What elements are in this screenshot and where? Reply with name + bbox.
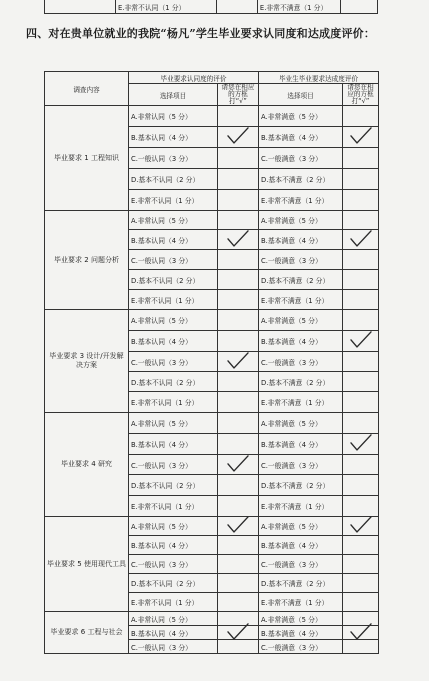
strip-cell: E.非常不认同（1 分）: [115, 0, 217, 13]
recognition-mark-cell[interactable]: [218, 574, 259, 593]
strip-cell: [341, 0, 377, 13]
achievement-mark-cell[interactable]: [343, 555, 379, 574]
achievement-option: D.基本不满意（2 分）: [259, 169, 343, 190]
achievement-option: A.非常满意（5 分）: [259, 413, 343, 434]
recognition-mark-cell[interactable]: [218, 127, 259, 148]
mark-header: 请您在相应的方框打“√”: [343, 84, 379, 106]
achievement-option: B.基本满意（4 分）: [259, 434, 343, 455]
achievement-mark-cell[interactable]: [343, 640, 379, 654]
recognition-option: E.非常不认同（1 分）: [129, 392, 218, 413]
checkmark-icon: [226, 622, 250, 640]
achievement-option: D.基本不满意（2 分）: [259, 270, 343, 290]
recognition-option: C.一般认同（3 分）: [129, 250, 218, 270]
recognition-header: 毕业要求认同度的评价: [129, 72, 259, 84]
achievement-option: E.非常不满意（1 分）: [259, 190, 343, 211]
table-row: [45, 106, 379, 127]
achievement-mark-cell[interactable]: [343, 536, 379, 555]
table-row: [45, 612, 379, 626]
achievement-option: E.非常不满意（1 分）: [259, 290, 343, 310]
achievement-mark-cell[interactable]: [343, 230, 379, 250]
achievement-mark-cell[interactable]: [343, 455, 379, 475]
section-heading: 四、对在贵单位就业的我院“杨凡”学生毕业要求认同度和达成度评价：: [26, 27, 376, 40]
achievement-option: B.基本满意（4 分）: [259, 331, 343, 352]
recognition-option: A.非常认同（5 分）: [129, 612, 218, 626]
recognition-option: B.基本认同（4 分）: [129, 331, 218, 352]
achievement-option: A.非常满意（5 分）: [259, 211, 343, 230]
recognition-option: E.非常不认同（1 分）: [129, 290, 218, 310]
recognition-mark-cell[interactable]: [218, 475, 259, 496]
achievement-option: C.一般满意（3 分）: [259, 250, 343, 270]
recognition-mark-cell[interactable]: [218, 496, 259, 517]
achievement-option: E.非常不满意（1 分）: [259, 496, 343, 517]
recognition-mark-cell[interactable]: [218, 331, 259, 352]
achievement-option: C.一般满意（3 分）: [259, 555, 343, 574]
select-item-header: 选择项目: [129, 84, 218, 106]
survey-content-header: 调查内容: [45, 72, 129, 106]
achievement-option: C.一般满意（3 分）: [259, 148, 343, 169]
achievement-mark-cell[interactable]: [343, 250, 379, 270]
achievement-mark-cell[interactable]: [343, 372, 379, 392]
recognition-mark-cell[interactable]: [218, 555, 259, 574]
achievement-header: 毕业生毕业要求达成度评价: [259, 72, 379, 84]
achievement-option: B.基本满意（4 分）: [259, 230, 343, 250]
evaluation-table-body: [45, 106, 379, 654]
achievement-option: C.一般满意（3 分）: [259, 640, 343, 654]
recognition-option: C.一般认同（3 分）: [129, 640, 218, 654]
checkmark-icon: [349, 331, 373, 349]
select-item-header: 选择项目: [259, 84, 343, 106]
achievement-mark-cell[interactable]: [343, 517, 379, 536]
recognition-mark-cell[interactable]: [218, 392, 259, 413]
achievement-option: D.基本不满意（2 分）: [259, 574, 343, 593]
achievement-option: D.基本不满意（2 分）: [259, 372, 343, 392]
recognition-mark-cell[interactable]: [218, 640, 259, 654]
recognition-option: A.非常认同（5 分）: [129, 106, 218, 127]
achievement-option: C.一般满意（3 分）: [259, 455, 343, 475]
requirement-name: 毕业要求 2 问题分析: [45, 211, 129, 310]
checkmark-icon: [349, 622, 373, 640]
recognition-mark-cell[interactable]: [218, 106, 259, 127]
recognition-mark-cell[interactable]: [218, 190, 259, 211]
achievement-mark-cell[interactable]: [343, 190, 379, 211]
recognition-option: B.基本认同（4 分）: [129, 536, 218, 555]
recognition-option: B.基本认同（4 分）: [129, 230, 218, 250]
achievement-option: A.非常满意（5 分）: [259, 517, 343, 536]
achievement-mark-cell[interactable]: [343, 574, 379, 593]
strip-cell: [217, 0, 258, 13]
recognition-option: B.基本认同（4 分）: [129, 626, 218, 640]
recognition-option: D.基本不认同（2 分）: [129, 475, 218, 496]
requirement-name: 毕业要求 1 工程知识: [45, 106, 129, 211]
achievement-mark-cell[interactable]: [343, 434, 379, 455]
recognition-option: A.非常认同（5 分）: [129, 517, 218, 536]
recognition-option: C.一般认同（3 分）: [129, 148, 218, 169]
recognition-option: E.非常不认同（1 分）: [129, 190, 218, 211]
recognition-mark-cell[interactable]: [218, 211, 259, 230]
achievement-option: E.非常不满意（1 分）: [259, 392, 343, 413]
recognition-mark-cell[interactable]: [218, 290, 259, 310]
achievement-mark-cell[interactable]: [343, 270, 379, 290]
recognition-option: C.一般认同（3 分）: [129, 455, 218, 475]
recognition-option: D.基本不认同（2 分）: [129, 169, 218, 190]
achievement-option: A.非常满意（5 分）: [259, 310, 343, 331]
achievement-option: A.非常满意（5 分）: [259, 106, 343, 127]
recognition-mark-cell[interactable]: [218, 372, 259, 392]
checkmark-icon: [226, 229, 250, 247]
table-row: [45, 517, 379, 536]
achievement-mark-cell[interactable]: [343, 148, 379, 169]
checkmark-icon: [226, 351, 250, 369]
checkmark-icon: [349, 229, 373, 247]
achievement-mark-cell[interactable]: [343, 593, 379, 612]
recognition-option: A.非常认同（5 分）: [129, 413, 218, 434]
table-row: [45, 413, 379, 434]
achievement-mark-cell[interactable]: [343, 626, 379, 640]
recognition-mark-cell[interactable]: [218, 148, 259, 169]
recognition-mark-cell[interactable]: [218, 413, 259, 434]
checkmark-icon: [349, 434, 373, 452]
checkmark-icon: [226, 516, 250, 534]
recognition-option: A.非常认同（5 分）: [129, 310, 218, 331]
recognition-option: A.非常认同（5 分）: [129, 211, 218, 230]
table-row: [45, 310, 379, 331]
recognition-mark-cell[interactable]: [218, 626, 259, 640]
recognition-option: B.基本认同（4 分）: [129, 434, 218, 455]
recognition-mark-cell[interactable]: [218, 310, 259, 331]
achievement-mark-cell[interactable]: [343, 169, 379, 190]
achievement-option: B.基本满意（4 分）: [259, 127, 343, 148]
recognition-option: B.基本认同（4 分）: [129, 127, 218, 148]
achievement-mark-cell[interactable]: [343, 211, 379, 230]
recognition-mark-cell[interactable]: [218, 230, 259, 250]
achievement-option: D.基本不满意（2 分）: [259, 475, 343, 496]
recognition-option: C.一般认同（3 分）: [129, 352, 218, 372]
recognition-option: E.非常不认同（1 分）: [129, 593, 218, 612]
requirement-name: 毕业要求 4 研究: [45, 413, 129, 517]
requirement-name: 毕业要求 3 设计/开发解决方案: [45, 310, 129, 413]
achievement-mark-cell[interactable]: [343, 413, 379, 434]
achievement-mark-cell[interactable]: [343, 127, 379, 148]
recognition-mark-cell[interactable]: [218, 434, 259, 455]
evaluation-table: [44, 71, 379, 654]
recognition-mark-cell[interactable]: [218, 593, 259, 612]
checkmark-icon: [226, 454, 250, 472]
recognition-mark-cell[interactable]: [218, 250, 259, 270]
achievement-mark-cell[interactable]: [343, 310, 379, 331]
checkmark-icon: [349, 516, 373, 534]
checkmark-icon: [349, 127, 373, 145]
previous-table-strip: [44, 0, 378, 14]
mark-header: 请您在相应的方框打“√”: [218, 84, 259, 106]
strip-cell: E.非常不满意（1 分）: [258, 0, 341, 13]
recognition-mark-cell[interactable]: [218, 517, 259, 536]
achievement-option: B.基本满意（4 分）: [259, 536, 343, 555]
achievement-mark-cell[interactable]: [343, 392, 379, 413]
achievement-mark-cell[interactable]: [343, 331, 379, 352]
recognition-mark-cell[interactable]: [218, 352, 259, 372]
recognition-option: D.基本不认同（2 分）: [129, 574, 218, 593]
recognition-mark-cell[interactable]: [218, 455, 259, 475]
recognition-option: E.非常不认同（1 分）: [129, 496, 218, 517]
achievement-mark-cell[interactable]: [343, 475, 379, 496]
achievement-option: C.一般满意（3 分）: [259, 352, 343, 372]
recognition-mark-cell[interactable]: [218, 270, 259, 290]
achievement-option: B.基本满意（4 分）: [259, 626, 343, 640]
requirement-name: 毕业要求 5 使用现代工具: [45, 517, 129, 612]
checkmark-icon: [226, 127, 250, 145]
recognition-option: C.一般认同（3 分）: [129, 555, 218, 574]
recognition-option: D.基本不认同（2 分）: [129, 372, 218, 392]
recognition-mark-cell[interactable]: [218, 169, 259, 190]
achievement-mark-cell[interactable]: [343, 496, 379, 517]
table-row: [45, 211, 379, 230]
achievement-option: E.非常不满意（1 分）: [259, 593, 343, 612]
recognition-mark-cell[interactable]: [218, 536, 259, 555]
achievement-mark-cell[interactable]: [343, 106, 379, 127]
achievement-mark-cell[interactable]: [343, 352, 379, 372]
requirement-name: 毕业要求 6 工程与社会: [45, 612, 129, 654]
achievement-option: A.非常满意（5 分）: [259, 612, 343, 626]
achievement-mark-cell[interactable]: [343, 290, 379, 310]
recognition-option: D.基本不认同（2 分）: [129, 270, 218, 290]
